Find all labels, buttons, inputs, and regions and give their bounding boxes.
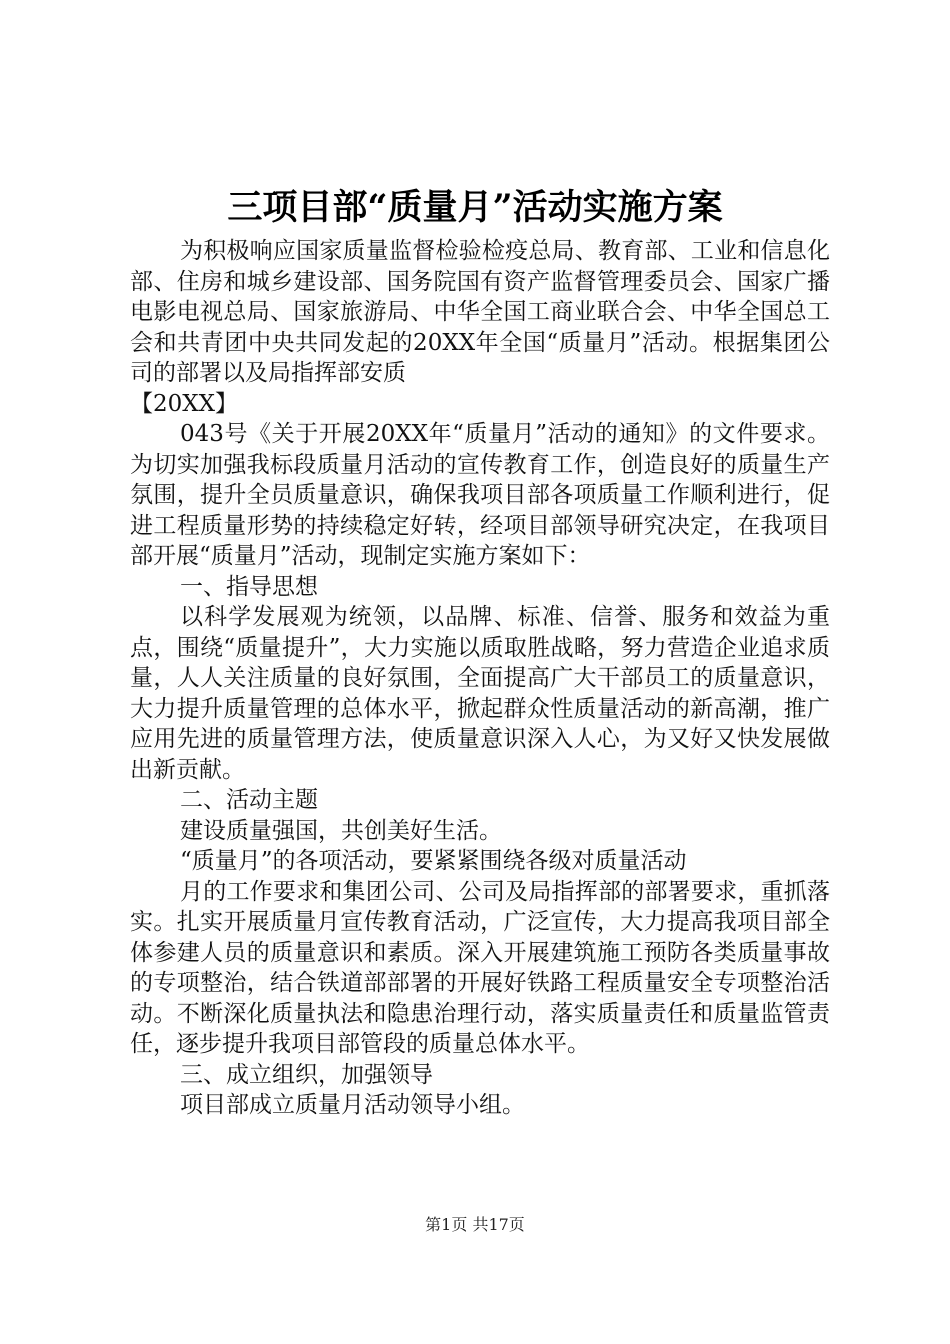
body-paragraph: “质量月”的各项活动，要紧紧围绕各级对质量活动 bbox=[180, 848, 687, 874]
page-footer: 第1页 共17页 bbox=[425, 1215, 525, 1234]
document-title: 三项目部“质量月”活动实施方案 bbox=[227, 187, 723, 228]
body-paragraph: 【20XX】 bbox=[130, 390, 239, 417]
body-paragraph: 以科学发展观为统领，以品牌、标准、信誉、服务和效益为重点，围绕“质量提升”，大力实施以质取胜战略，努力营造企业追求质量，人人关注质量的良好氛围，全面提高广大干部员工的质量意识，大力提升质量管理的总体水平，掀起群众性质量活动的新高潮，推广应用先进的质量管理方法，使质量意识深入人心，为又好又快发展做出新贡献。 bbox=[130, 604, 830, 783]
body-paragraph: 项目部成立质量月活动领导小组。 bbox=[180, 1092, 525, 1118]
body-paragraph: 043号《关于开展20XX年“质量月”活动的通知》的文件要求。为切实加强我标段质量月活动的宣传教育工作，创造良好的质量生产氛围，提升全员质量意识，确保我项目部各项质量工作顺利进行，促进工程质量形势的持续稳定好转，经项目部领导研究决定，在我项目部开展“质量月”活动，现制定实施方案如下： bbox=[130, 421, 830, 569]
document-body bbox=[130, 236, 830, 1121]
body-paragraph: 月的工作要求和集团公司、公司及局指挥部的部署要求，重抓落实。扎实开展质量月宣传教育活动，广泛宣传，大力提高我项目部全体参建人员的质量意识和素质。深入开展建筑施工预防各类质量事故的专项整治，结合铁道部部署的开展好铁路工程质量安全专项整治活动。不断深化质量执法和隐患治理行动，落实质量责任和质量监管责任，逐步提升我项目部管段的质量总体水平。 bbox=[130, 878, 830, 1057]
body-paragraph: 建设质量强国，共创美好生活。 bbox=[180, 817, 502, 844]
body-paragraph: 二、活动主题 bbox=[180, 787, 318, 813]
body-paragraph: 一、指导思想 bbox=[180, 573, 318, 600]
body-paragraph: 为积极响应国家质量监督检验检疫总局、教育部、工业和信息化部、住房和城乡建设部、国务院国有资产监督管理委员会、国家广播电影电视总局、国家旅游局、中华全国工商业联合会、中华全国总工会和共青团中央共同发起的20XX年全国“质量月”活动。根据集团公司的部署以及局指挥部安质 bbox=[130, 238, 830, 386]
body-paragraph: 三、成立组织，加强领导 bbox=[180, 1061, 433, 1088]
